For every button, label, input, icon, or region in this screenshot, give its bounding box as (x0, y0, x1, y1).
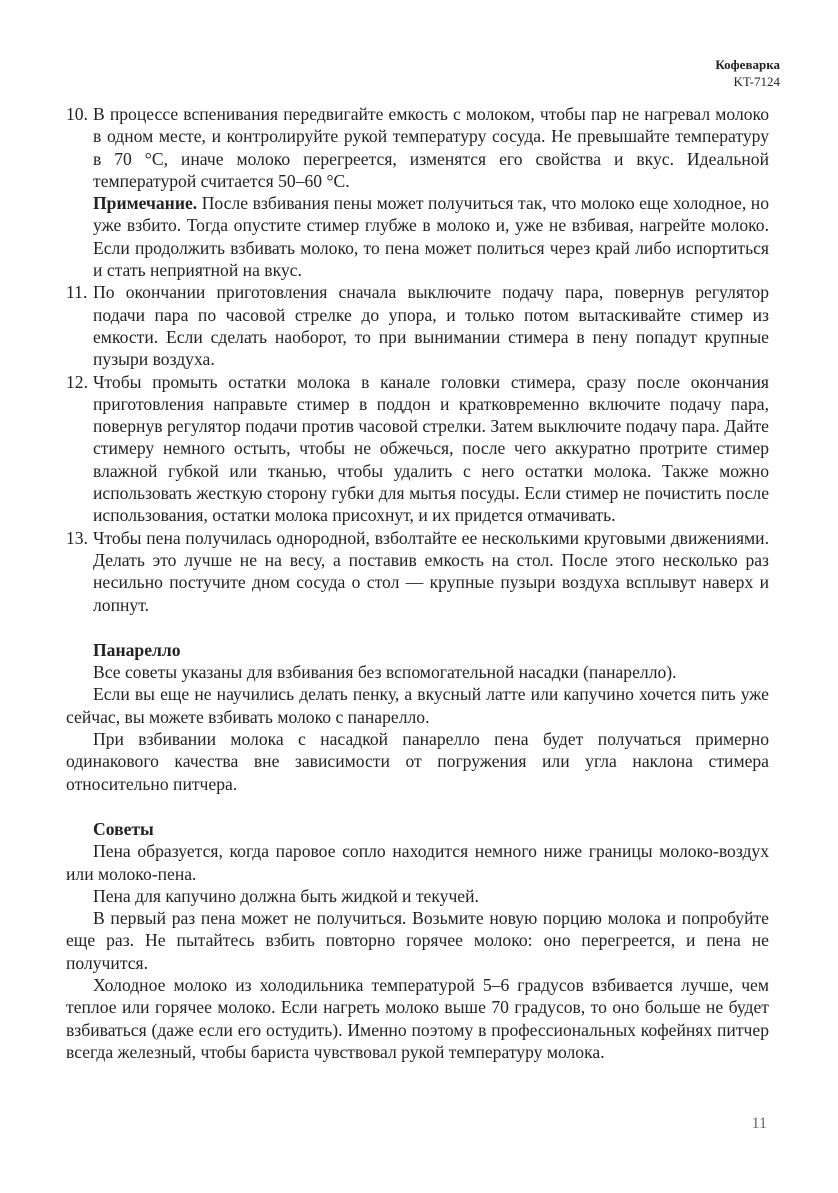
list-item-number: 10. (66, 104, 88, 124)
page-number: 11 (751, 1115, 767, 1132)
note-text: После взбивания пены может получиться так, что молоко еще холодное, но уже взбито. Тогда опустите стимер глубже в молоко и, уже не взбивая, нагрейте молоко. Если продолжить взбивать молоко, то пена может политься через край либо испортиться и стать неприятной на вкус. (93, 193, 769, 281)
list-item-number: 13. (66, 527, 88, 548)
list-item-text: Чтобы промыть остатки молока в канале головки стимера, сразу после окончания приготовления направьте стимер в поддон и кратковременно включите подачу пара, повернув регулятор подачи против часовой стрелки. Затем выключите подачу пара. Дайте стимеру немного остыть, чтобы не обжечься, после чего аккуратно протрите стимер влажной губкой или тканью, чтобы удалить с него остатки молока. Также можно использовать жесткую сторону губки для мытья посуды. Если стимер не почистить после использования, остатки молока присохнут, и их придется отмачивать. (93, 371, 769, 526)
panarello-paragraph: Если вы еще не научились делать пенку, а вкусный латте или капучино хочется пить уже сейчас, вы можете взбивать молоко с панарелло. (66, 684, 769, 727)
header-product-title: Кофеварка (715, 57, 780, 72)
running-header (715, 56, 780, 90)
list-item-text: По окончании приготовления сначала выключите подачу пара, повернув регулятор подачи пара по часовой стрелке до упора, и только потом вытаскивайте стимер из емкости. Если сделать наоборот, то при вынимании стимера в пену попадут крупные пузыри воздуха. (93, 282, 769, 370)
note-paragraph (93, 192, 769, 281)
list-item-text: В процессе вспенивания передвигайте емкость с молоком, чтобы пар не нагревал молоко в одном месте, и контролируйте рукой температуру сосуда. Не превышайте температуру в 70 °C, иначе молоко перегреется, изменятся его свойства и вкус. Идеальной температурой считается 50–60 °C. (93, 104, 769, 191)
main-content (66, 103, 769, 1063)
note-label: Примечание. (93, 193, 198, 214)
list-item-12 (66, 371, 769, 527)
list-item-13 (66, 527, 769, 616)
tips-paragraph: Пена для капучино должна быть жидкой и текучей. (93, 885, 479, 906)
section-heading-panarello: Панарелло (93, 639, 181, 660)
panarello-paragraph: Все советы указаны для взбивания без вспомогательной насадки (панарелло). (93, 662, 677, 683)
list-item-11 (66, 281, 769, 370)
section-spacer (66, 795, 769, 818)
tips-paragraph: В первый раз пена может не получиться. Возьмите новую порцию молока и попробуйте еще раз. Не пытайтесь взбить повторно горячее молоко: оно перегреется, и пена не получится. (66, 908, 769, 973)
section-spacer (66, 616, 769, 639)
list-item-number: 12. (66, 371, 88, 392)
panarello-paragraph: При взбивании молока с насадкой панарелло пена будет получаться примерно одинакового качества вне зависимости от погружения или угла наклона стимера относительно питчера. (66, 729, 769, 794)
tips-paragraph: Холодное молоко из холодильника температурой 5–6 градусов взбивается лучше, чем теплое или горячее молоко. Если нагреть молоко выше 70 градусов, то оно больше не будет взбиваться (даже если его остудить). Именно поэтому в профессиональных кофейнях питчер всегда железный, чтобы бариста чувствовал рукой температуру молока. (66, 974, 769, 1062)
header-model-number: KT-7124 (733, 74, 780, 89)
section-heading-tips: Советы (93, 818, 154, 839)
list-item-number: 11. (66, 282, 88, 303)
list-item-text: Чтобы пена получилась однородной, взболтайте ее несколькими круговыми движениями. Делать это лучше не на весу, а поставив емкость на стол. После этого несколько раз несильно постучите дном сосуда о стол — крупные пузыри воздуха всплывут наверх и лопнут. (93, 527, 769, 615)
list-item-10 (66, 103, 769, 281)
tips-paragraph: Пена образуется, когда паровое сопло находится немного ниже границы молоко-воздух или молоко-пена. (66, 841, 769, 884)
